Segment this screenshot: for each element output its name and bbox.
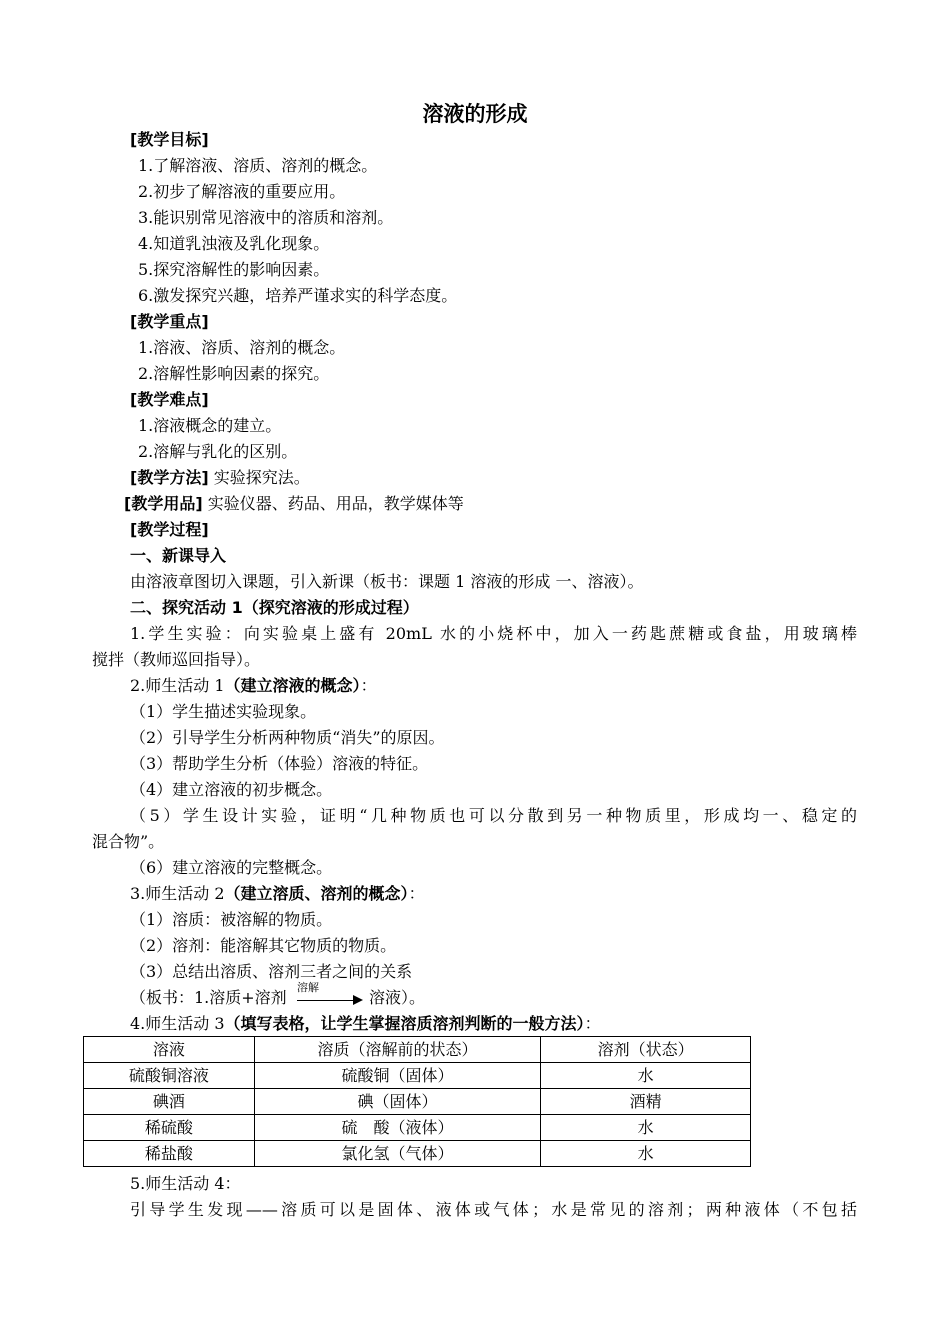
activity1-item: （4）建立溶液的初步概念。 xyxy=(130,780,333,799)
activity3-title: （填写表格，让学生掌握溶质溶剂判断的一般方法） xyxy=(224,1014,585,1033)
activity3-heading xyxy=(130,1011,601,1037)
table-header-row xyxy=(84,1037,751,1063)
dissolve-arrow-label: 溶解 xyxy=(297,981,319,994)
method-text: 实验探究法。 xyxy=(208,468,310,487)
activity2-title: （建立溶质、溶剂的概念） xyxy=(224,884,409,903)
tools-heading: [教学用品] xyxy=(124,494,203,513)
activity2-item: （2）溶剂：能溶解其它物质的物质。 xyxy=(130,936,397,955)
table-row xyxy=(84,1141,751,1167)
activity3-prefix: 4.师生活动 3 xyxy=(130,1014,225,1033)
activity2-item: （1）溶质：被溶解的物质。 xyxy=(130,910,333,929)
goal-item: 6.激发探究兴趣，培养严谨求实的科学态度。 xyxy=(138,286,458,305)
section1-text: 由溶液章图切入课题，引入新课（板书：课题 1 溶液的形成 一、溶液）。 xyxy=(130,572,644,591)
activity1-title: （建立溶液的概念） xyxy=(224,676,361,695)
document-title: 溶液的形成 xyxy=(422,102,528,126)
table-row xyxy=(84,1089,751,1115)
process-heading: [教学过程] xyxy=(130,520,209,539)
difficulties-heading: [教学难点] xyxy=(130,390,209,409)
goal-item: 1.了解溶液、溶质、溶剂的概念。 xyxy=(138,156,378,175)
dissolve-arrow xyxy=(297,981,367,1010)
tools-text: 实验仪器、药品、用品，教学媒体等 xyxy=(202,494,464,513)
goal-item: 2.初步了解溶液的重要应用。 xyxy=(138,182,346,201)
table-cell: 碘酒 xyxy=(84,1089,255,1115)
activity1-item: （1）学生描述实验现象。 xyxy=(130,702,317,721)
activity1-item: （3）帮助学生分析（体验）溶液的特征。 xyxy=(130,754,429,773)
activity1-suffix: ： xyxy=(360,676,377,695)
activity4-heading: 5.师生活动 4： xyxy=(130,1174,241,1193)
arrow-line xyxy=(297,1000,355,1001)
activity2-prefix: 3.师生活动 2 xyxy=(130,884,225,903)
tools-line xyxy=(124,491,464,517)
table-cell: 酒精 xyxy=(541,1089,751,1115)
keypoint-item: 1.溶液、溶质、溶剂的概念。 xyxy=(138,338,346,357)
goal-item: 3.能识别常见溶液中的溶质和溶剂。 xyxy=(138,208,394,227)
difficulty-item: 1.溶液概念的建立。 xyxy=(138,416,282,435)
step1-line2: 搅拌（教师巡回指导）。 xyxy=(92,650,261,669)
activity2-item: （3）总结出溶质、溶剂三者之间的关系 xyxy=(130,962,413,981)
table-header-cell: 溶剂（状态） xyxy=(541,1037,751,1063)
table-cell: 碘（固体） xyxy=(254,1089,541,1115)
table-header-cell: 溶液 xyxy=(84,1037,255,1063)
difficulty-item: 2.溶解与乳化的区别。 xyxy=(138,442,298,461)
table-cell: 氯化氢（气体） xyxy=(254,1141,541,1167)
goal-item: 5.探究溶解性的影响因素。 xyxy=(138,260,330,279)
board-formula-left: （板书：1.溶质+溶剂 xyxy=(130,988,287,1007)
step1-line1: 1.学生实验：向实验桌上盛有 20mL 水的小烧杯中，加入一药匙蔗糖或食盐，用玻璃棒 xyxy=(130,624,857,643)
activity1-item: （6）建立溶液的完整概念。 xyxy=(130,858,333,877)
table-cell: 稀盐酸 xyxy=(84,1141,255,1167)
table-header-cell: 溶质（溶解前的状态） xyxy=(254,1037,541,1063)
activity2-heading xyxy=(130,881,425,907)
table-row xyxy=(84,1115,751,1141)
activity2-suffix: ： xyxy=(408,884,425,903)
activity1-item5-line1: （5）学生设计实验，证明“几种物质也可以分散到另一种物质里，形成均一、稳定的 xyxy=(130,806,857,825)
method-heading: [教学方法] xyxy=(130,468,209,487)
goals-heading: [教学目标] xyxy=(130,130,209,149)
activity1-item5-line2: 混合物”。 xyxy=(92,832,165,851)
table-cell: 水 xyxy=(541,1063,751,1089)
arrow-right-icon xyxy=(353,995,363,1005)
table-row xyxy=(84,1063,751,1089)
table-cell: 水 xyxy=(541,1141,751,1167)
solute-solvent-table xyxy=(83,1036,751,1167)
activity1-heading xyxy=(130,673,377,699)
activity3-suffix: ： xyxy=(584,1014,601,1033)
table-cell: 水 xyxy=(541,1115,751,1141)
activity1-item: （2）引导学生分析两种物质“消失”的原因。 xyxy=(130,728,445,747)
goal-item: 4.知道乳浊液及乳化现象。 xyxy=(138,234,330,253)
keypoints-heading: [教学重点] xyxy=(130,312,209,331)
method-line xyxy=(130,465,310,491)
section2-heading: 二、探究活动 1（探究溶液的形成过程） xyxy=(130,598,419,617)
activity1-prefix: 2.师生活动 1 xyxy=(130,676,225,695)
activity4-text: 引导学生发现——溶质可以是固体、液体或气体；水是常见的溶剂；两种液体（不包括 xyxy=(130,1200,857,1219)
keypoint-item: 2.溶解性影响因素的探究。 xyxy=(138,364,330,383)
table-cell: 稀硫酸 xyxy=(84,1115,255,1141)
board-formula-right: 溶液）。 xyxy=(369,988,426,1007)
section1-heading: 一、新课导入 xyxy=(130,546,227,565)
table-cell: 硫 酸（液体） xyxy=(254,1115,541,1141)
table-cell: 硫酸铜（固体） xyxy=(254,1063,541,1089)
table-cell: 硫酸铜溶液 xyxy=(84,1063,255,1089)
